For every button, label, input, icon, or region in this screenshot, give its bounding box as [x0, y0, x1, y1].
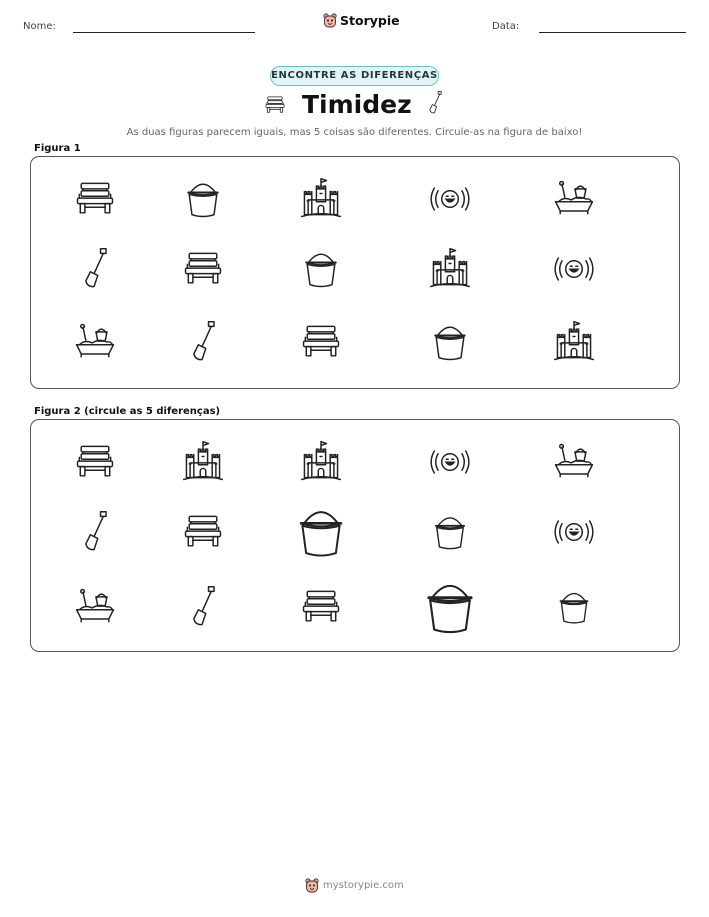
figure1-panel: [30, 156, 680, 389]
name-label: Nome:: [23, 21, 56, 32]
bucket-icon[interactable]: [417, 574, 483, 640]
name-line[interactable]: [73, 32, 255, 33]
sandcastle-icon[interactable]: [298, 439, 344, 485]
shovel-icon-art: [422, 90, 448, 116]
sandbox-icon[interactable]: [72, 584, 118, 630]
figure2-panel[interactable]: [30, 419, 680, 652]
sandcastle-icon[interactable]: [180, 439, 226, 485]
bucket-icon: [180, 176, 226, 222]
shy-face-icon: [427, 176, 473, 222]
sandbox-icon-art: [72, 584, 118, 630]
footer-site: mystorypie.com: [323, 880, 404, 891]
footer: [305, 878, 404, 893]
bench-icon-art: [180, 246, 226, 292]
bench-icon-art: [298, 584, 344, 630]
bucket-icon-art: [298, 246, 344, 292]
sandbox-icon-art: [551, 176, 597, 222]
brand-name: Storypie: [340, 13, 400, 28]
shovel-icon-art: [180, 584, 226, 630]
shovel-icon: [72, 246, 118, 292]
shy-face-icon-art: [427, 439, 473, 485]
shy-face-icon[interactable]: [551, 509, 597, 555]
activity-badge: ENCONTRE AS DIFERENÇAS: [270, 66, 439, 86]
bench-icon: [180, 246, 226, 292]
shovel-icon[interactable]: [72, 509, 118, 555]
sandcastle-icon-art: [298, 176, 344, 222]
bench-icon[interactable]: [72, 439, 118, 485]
bucket-icon-art: [180, 176, 226, 222]
bench-icon: [263, 93, 287, 121]
figure2-label: Figura 2 (circule as 5 diferenças): [34, 406, 221, 417]
shy-face-icon-art: [551, 509, 597, 555]
sandcastle-icon-art: [298, 439, 344, 485]
shy-face-icon-art: [551, 246, 597, 292]
date-line[interactable]: [539, 32, 686, 33]
shy-face-icon-art: [427, 176, 473, 222]
shy-face-icon[interactable]: [427, 439, 473, 485]
bucket-icon[interactable]: [290, 501, 352, 563]
bench-icon-art: [298, 319, 344, 365]
bucket-icon: [298, 246, 344, 292]
figure1-label: Figura 1: [34, 143, 81, 154]
shovel-icon-art: [180, 319, 226, 365]
sandcastle-icon: [298, 176, 344, 222]
bench-icon[interactable]: [298, 584, 344, 630]
shovel-icon: [180, 319, 226, 365]
shovel-icon-art: [72, 509, 118, 555]
sandbox-icon: [72, 319, 118, 365]
bucket-icon: [427, 319, 473, 365]
shovel-icon: [422, 90, 448, 120]
bucket-icon[interactable]: [428, 510, 472, 554]
sandbox-icon-art: [72, 319, 118, 365]
storypie-logo: [323, 13, 400, 28]
bench-icon-art: [180, 509, 226, 555]
bucket-icon-art: [428, 510, 472, 554]
instructions: As duas figuras parecem iguais, mas 5 coisas são diferentes. Circule-as na figura de baixo!: [126, 127, 583, 138]
shovel-icon-art: [72, 246, 118, 292]
bench-icon[interactable]: [180, 509, 226, 555]
sandcastle-icon-art: [551, 319, 597, 365]
bench-icon-art: [72, 439, 118, 485]
bench-icon-art: [72, 176, 118, 222]
bucket-icon-art: [553, 586, 595, 628]
sandcastle-icon-art: [427, 246, 473, 292]
bucket-icon-art: [290, 501, 352, 563]
sandcastle-icon-art: [180, 439, 226, 485]
storypie-mascot-icon: [305, 878, 319, 893]
bench-icon-art: [263, 93, 287, 117]
bucket-icon[interactable]: [553, 586, 595, 628]
bucket-icon-art: [417, 574, 483, 640]
sandbox-icon[interactable]: [551, 439, 597, 485]
bench-icon: [298, 319, 344, 365]
sandcastle-icon: [551, 319, 597, 365]
page-title: Timidez: [302, 90, 412, 119]
date-label: Data:: [492, 21, 520, 32]
bucket-icon-art: [427, 319, 473, 365]
shovel-icon[interactable]: [180, 584, 226, 630]
sandbox-icon: [551, 176, 597, 222]
bench-icon: [72, 176, 118, 222]
sandbox-icon-art: [551, 439, 597, 485]
shy-face-icon: [551, 246, 597, 292]
storypie-mascot-icon: [323, 13, 337, 28]
sandcastle-icon: [427, 246, 473, 292]
